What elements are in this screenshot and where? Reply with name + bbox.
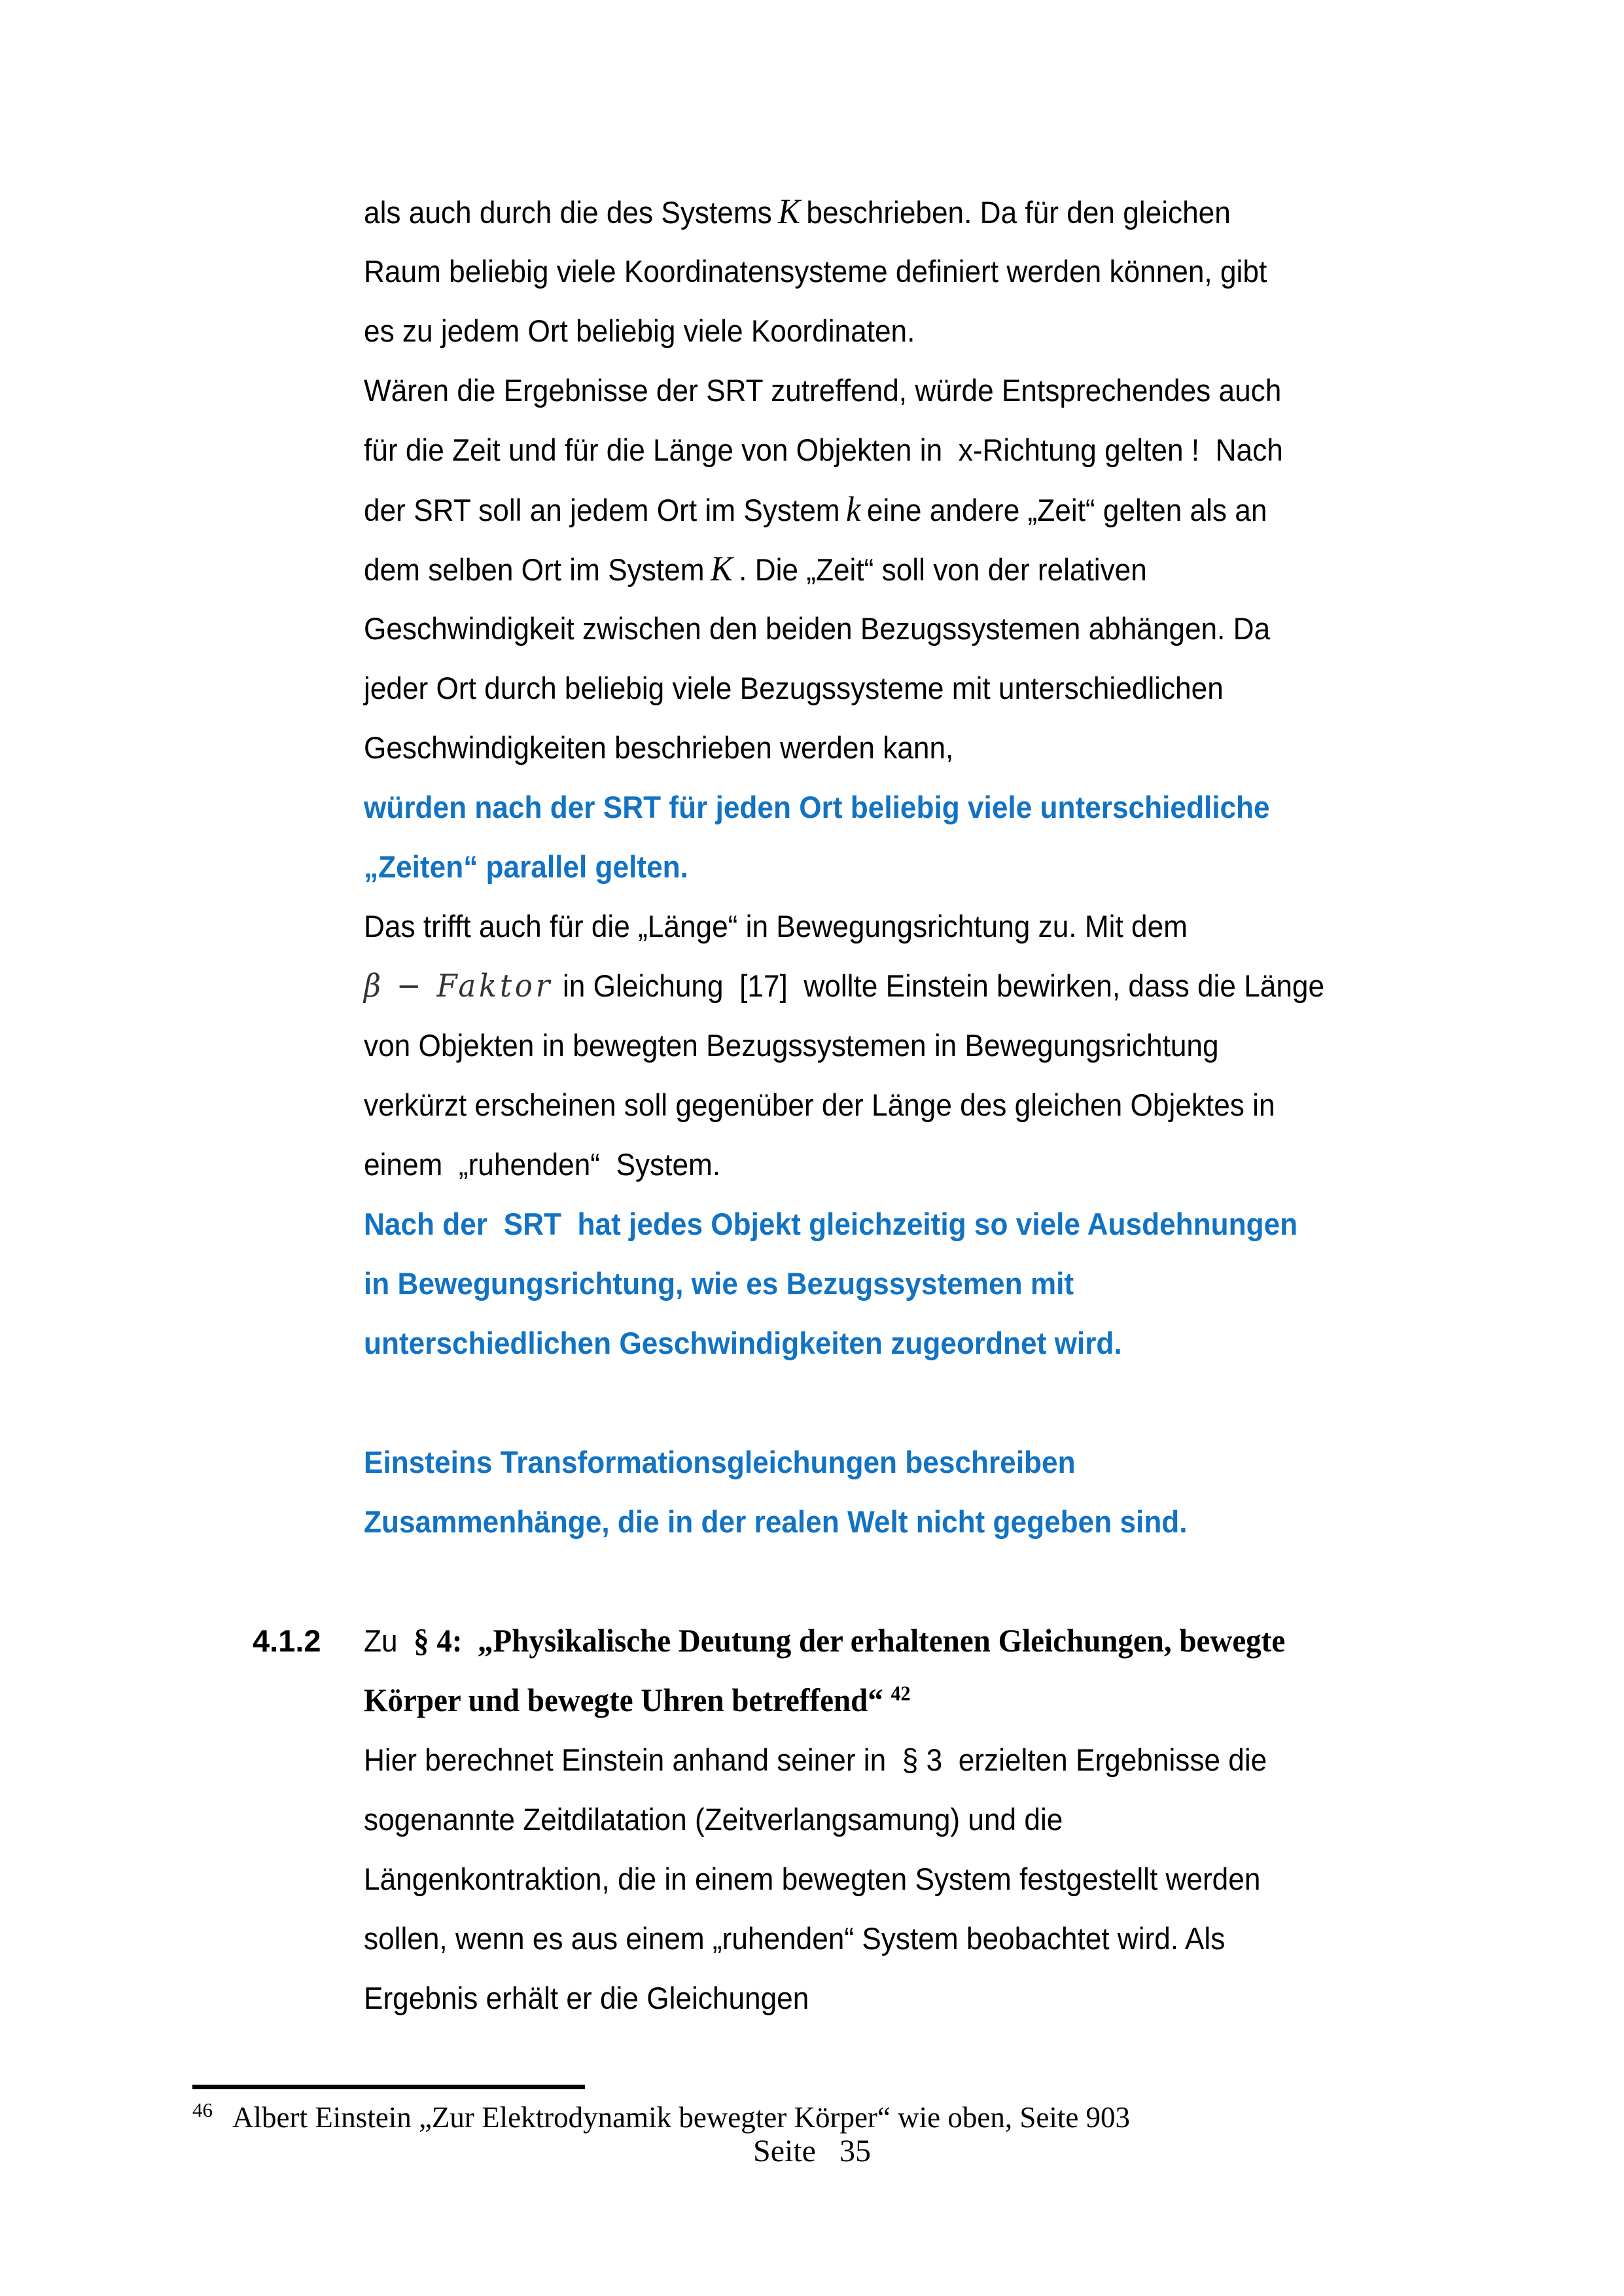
page-footer-label: Seite <box>753 2134 816 2168</box>
line-content <box>364 1611 1285 1670</box>
text-run: Das trifft auch für die „Länge“ in Bewegungsrichtung zu. Mit dem <box>364 909 1188 944</box>
line-content <box>364 658 1224 718</box>
text-run: verkürzt erscheinen soll gegenüber der Länge des gleichen Objektes in <box>364 1087 1275 1122</box>
text-line <box>364 1909 1365 1968</box>
line-content <box>364 837 688 896</box>
text-run: Zu <box>364 1623 414 1658</box>
line-content <box>364 1968 809 2028</box>
text-run: Wären die Ergebnisse der SRT zutreffend, würde Entsprechendes auch <box>364 373 1282 408</box>
line-content <box>364 599 1270 658</box>
line-content <box>364 956 1324 1016</box>
text-run: es zu jedem Ort beliebig viele Koordinaten. <box>364 313 915 348</box>
math-symbol: k <box>845 489 861 529</box>
line-content <box>364 480 1267 540</box>
text-line <box>364 599 1365 658</box>
line-content <box>364 182 1231 242</box>
line-content <box>364 539 1147 599</box>
line-content <box>364 1254 1074 1313</box>
spacer-line <box>364 1551 1365 1611</box>
text-run: für die Zeit und für die Länge von Objekten in x-Richtung gelten ! Nach <box>364 433 1283 467</box>
line-content <box>364 1492 1188 1551</box>
footnote-reference-superscript: 42 <box>891 1681 911 1705</box>
text-run: in Bewegungsrichtung, wie es Bezugssystemen mit <box>364 1266 1074 1301</box>
line-content <box>364 1313 1122 1373</box>
text-line <box>364 539 1365 599</box>
line-content <box>364 1075 1275 1135</box>
text-run: Geschwindigkeiten beschrieben werden kann, <box>364 730 954 765</box>
text-run: einem „ruhenden“ System. <box>364 1147 721 1182</box>
line-content <box>364 1849 1260 1909</box>
line-content <box>364 1135 720 1194</box>
text-run: würden nach der SRT für jeden Ort beliebig viele unterschiedliche <box>364 790 1270 824</box>
line-content <box>364 1670 911 1730</box>
text-line <box>364 1313 1365 1373</box>
text-run: Längenkontraktion, die in einem bewegten System festgestellt werden <box>364 1862 1261 1896</box>
line-content <box>364 1730 1267 1790</box>
text-run: beschrieben. Da für den gleichen <box>806 195 1231 230</box>
math-symbol: K <box>710 549 733 588</box>
text-line <box>364 361 1365 420</box>
text-line <box>364 777 1365 837</box>
text-line <box>364 1135 1365 1194</box>
text-run: Nach der SRT hat jedes Objekt gleichzeitig so viele Ausdehnungen <box>364 1207 1298 1241</box>
line-content <box>364 361 1281 420</box>
text-line <box>364 1432 1365 1492</box>
text-line <box>364 1730 1365 1790</box>
text-run: von Objekten in bewegten Bezugssystemen in Bewegungsrichtung <box>364 1028 1219 1063</box>
math-symbol: K <box>778 192 801 231</box>
text-line <box>364 1075 1365 1135</box>
text-line <box>364 420 1365 480</box>
spacer-line <box>364 1373 1365 1432</box>
text-run: dem selben Ort im System <box>364 552 705 587</box>
section-number: 4.1.2 <box>253 1623 321 1658</box>
line-content <box>364 241 1267 301</box>
text-line <box>364 480 1365 539</box>
line-content <box>364 1016 1219 1075</box>
text-line <box>364 1790 1365 1849</box>
text-run: eine andere „Zeit“ gelten als an <box>866 493 1267 527</box>
text-run: Körper und bewegte Uhren betreffend“ <box>364 1682 891 1718</box>
footnote-text: Albert Einstein „Zur Elektrodynamik bewegter Körper“ wie oben, Seite 903 <box>232 2101 1131 2134</box>
text-run: als auch durch die des Systems <box>364 195 772 230</box>
text-line <box>364 718 1365 777</box>
line-content <box>364 301 915 361</box>
text-line <box>364 837 1365 896</box>
text-line <box>364 658 1365 718</box>
text-run: Ergebnis erhält er die Gleichungen <box>364 1981 809 2015</box>
footnote-marker: 46 <box>192 2098 213 2121</box>
text-line <box>364 896 1365 956</box>
section-heading-line <box>364 1670 1365 1730</box>
line-content <box>364 718 953 777</box>
section-heading-line <box>253 1611 1365 1670</box>
text-run: „Zeiten“ parallel gelten. <box>364 849 688 884</box>
text-line <box>364 956 1365 1016</box>
line-content <box>364 777 1270 837</box>
text-run: Raum beliebig viele Koordinatensysteme definiert werden können, gibt <box>364 254 1267 289</box>
text-line <box>364 301 1365 361</box>
page-number-footer <box>0 2128 1624 2175</box>
text-run: der SRT soll an jedem Ort im System <box>364 493 840 527</box>
text-line <box>364 182 1365 241</box>
line-content <box>364 896 1188 956</box>
text-run: Einsteins Transformationsgleichungen beschreiben <box>364 1445 1076 1479</box>
text-line <box>364 241 1365 301</box>
beta-factor-formula: β − Faktor <box>364 968 553 1004</box>
line-content <box>364 1790 1063 1849</box>
page-footer-number: 35 <box>839 2134 871 2168</box>
body-text-block <box>253 182 1365 2028</box>
text-run: Zusammenhänge, die in der realen Welt nicht gegeben sind. <box>364 1504 1188 1539</box>
text-line <box>364 1968 1365 2028</box>
text-line <box>364 1016 1365 1075</box>
text-run: Geschwindigkeit zwischen den beiden Bezugssystemen abhängen. Da <box>364 611 1271 646</box>
text-run: Hier berechnet Einstein anhand seiner in § 3 erzielten Ergebnisse die <box>364 1742 1267 1777</box>
text-run: § 4: „Physikalische Deutung der erhaltenen Gleichungen, bewegte <box>414 1622 1286 1659</box>
line-content <box>364 420 1283 480</box>
text-run: sollen, wenn es aus einem „ruhenden“ System beobachtet wird. Als <box>364 1921 1226 1956</box>
footnote-separator-rule <box>192 2085 585 2089</box>
text-line <box>364 1254 1365 1313</box>
text-line <box>364 1492 1365 1551</box>
text-line <box>364 1194 1365 1254</box>
text-run: . Die „Zeit“ soll von der relativen <box>739 552 1147 587</box>
text-run: sogenannte Zeitdilatation (Zeitverlangsamung) und die <box>364 1802 1063 1837</box>
text-run: unterschiedlichen Geschwindigkeiten zugeordnet wird. <box>364 1326 1122 1360</box>
text-line <box>364 1849 1365 1909</box>
line-content <box>364 1194 1297 1254</box>
text-run: in Gleichung [17] wollte Einstein bewirken, dass die Länge <box>562 968 1325 1003</box>
text-run: jeder Ort durch beliebig viele Bezugssysteme mit unterschiedlichen <box>364 671 1224 705</box>
line-content <box>364 1909 1225 1968</box>
line-content <box>364 1432 1076 1492</box>
